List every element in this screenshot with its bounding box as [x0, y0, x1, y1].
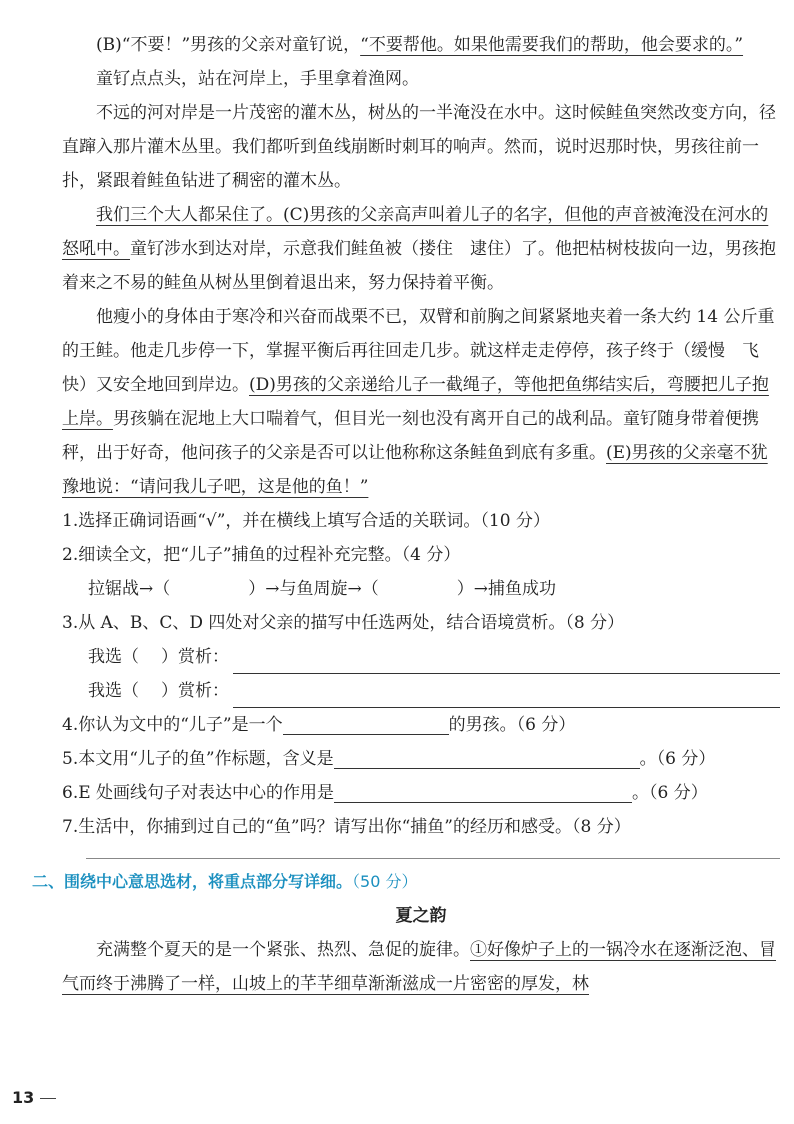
- appreciation-label: ）赏析：: [161, 647, 229, 667]
- question-6: [62, 776, 780, 810]
- underlined-sentence: 我们三个大人都呆住了。: [96, 205, 283, 225]
- answer-line[interactable]: [233, 687, 780, 708]
- worksheet-page: [32, 28, 780, 1001]
- passage-paragraph-3: 不远的河对岸是一片茂密的灌木丛，树丛的一半淹没在水中。这时候鲑鱼突然改变方向，径直蹿入那片灌木丛里。我们都听到鱼线崩断时刺耳的响声。然而，说时迟那时快，男孩往前一扑，紧跟着鲑鱼钻进了稠密的灌木丛。: [62, 103, 776, 191]
- question-text: 的男孩。（6 分）: [448, 715, 576, 735]
- essay-text: 充满整个夏天的是一个紧张、热烈、急促的旋律。: [96, 940, 470, 960]
- flow-text: ）→与鱼周旋→（: [248, 579, 379, 599]
- passage-paragraph-1: [62, 28, 780, 62]
- flow-text: ）→捕鱼成功: [456, 579, 556, 599]
- passage-text: 他瘦小的身体由于寒冷和兴奋而战栗不已，双臂和前胸之间紧紧地夹着一条大约 14 公斤重的王鲑。他走几步停一下，掌握平衡后再往回走几步。就这样走走停停，孩子终于（缓慢 飞快）又安全地回到岸边。: [62, 307, 775, 395]
- question-3: 3.从 A、B、C、D 四处对父亲的描写中任选两处，结合语境赏析。（8 分）: [62, 613, 625, 633]
- question-2-flow: [88, 572, 780, 606]
- passage-text: (B)“不要！”男孩的父亲对童钌说，: [96, 35, 361, 55]
- question-list: [62, 504, 780, 844]
- passage-paragraph-5: [62, 300, 780, 504]
- question-text: 4.你认为文中的“儿子”是一个: [62, 715, 283, 735]
- question-2: 2.细读全文，把“儿子”捕鱼的过程补充完整。（4 分）: [62, 545, 461, 565]
- page-number: 13: [12, 1088, 35, 1107]
- passage-text: 男孩躺在泥地上大口喘着气，但目光一刻也没有离开自己的战利品。童钌随身带着便携秤，出于好奇，他问孩子的父亲是否可以让他称称这条鲑鱼到底有多重。: [62, 409, 759, 463]
- passage-paragraph-4: [62, 198, 780, 300]
- underlined-sentence-1: ①好像炉子上的一锅冷水在逐渐泛泡、冒气而终于沸腾了一样，山坡上的芊芊细草渐渐滋成一片密密的厚发，林: [62, 940, 776, 994]
- pick-label: 我选（: [88, 681, 139, 701]
- answer-line[interactable]: [233, 653, 780, 674]
- question-text: 6.E 处画线句子对表达中心的作用是: [62, 783, 335, 803]
- section-2-title: [32, 865, 780, 899]
- question-3-answer-2: [88, 674, 780, 708]
- answer-area-divider: [86, 858, 780, 859]
- underlined-sentence-d: (D)男孩的父亲递给儿子一截绳子，等他把鱼绑结实后，弯腰把儿子抱上岸。: [62, 375, 769, 429]
- passage-paragraph-2: 童钌点点头，站在河岸上，手里拿着渔网。: [96, 69, 419, 89]
- passage-text: 童钌涉水到达对岸，示意我们鲑鱼被（搂住 逮住）了。他把枯树枝拔向一边，男孩抱着来之不易的鲑鱼从树丛里倒着退出来，努力保持着平衡。: [62, 239, 776, 293]
- essay-title: 夏之韵: [395, 906, 447, 926]
- answer-blank[interactable]: [283, 716, 449, 735]
- page-number-dash: [40, 1098, 56, 1099]
- answer-blank[interactable]: [334, 784, 632, 803]
- underlined-sentence-e: (E)男孩的父亲毫不犹豫地说：“请问我儿子吧，这是他的鱼！”: [62, 443, 768, 497]
- question-4: [62, 708, 780, 742]
- underlined-sentence-b: “不要帮他。如果他需要我们的帮助，他会要求的。”: [360, 35, 744, 55]
- question-text: 。（6 分）: [632, 783, 708, 803]
- question-1: 1.选择正确词语画“√”，并在横线上填写合适的关联词。（10 分）: [62, 511, 550, 531]
- question-text: 。（6 分）: [639, 749, 716, 769]
- underlined-sentence-c: (C)男孩的父亲高声叫着儿子的名字，但他的声音被淹没在河水的怒吼中。: [62, 205, 769, 259]
- question-7: 7.生活中，你捕到过自己的“鱼”吗？请写出你“捕鱼”的经历和感受。（8 分）: [62, 817, 631, 837]
- question-5: [62, 742, 780, 776]
- pick-label: 我选（: [88, 647, 139, 667]
- appreciation-label: ）赏析：: [161, 681, 229, 701]
- question-text: 5.本文用“儿子的鱼”作标题，含义是: [62, 749, 334, 769]
- answer-blank[interactable]: [334, 750, 640, 769]
- section-score: （50 分）: [352, 872, 418, 891]
- essay-paragraph-1: [62, 933, 780, 1001]
- section-title-text: 二、围绕中心意思选材，将重点部分写详细。: [32, 872, 353, 891]
- flow-text: 拉锯战→（: [88, 579, 171, 599]
- question-3-answer-1: [88, 640, 780, 674]
